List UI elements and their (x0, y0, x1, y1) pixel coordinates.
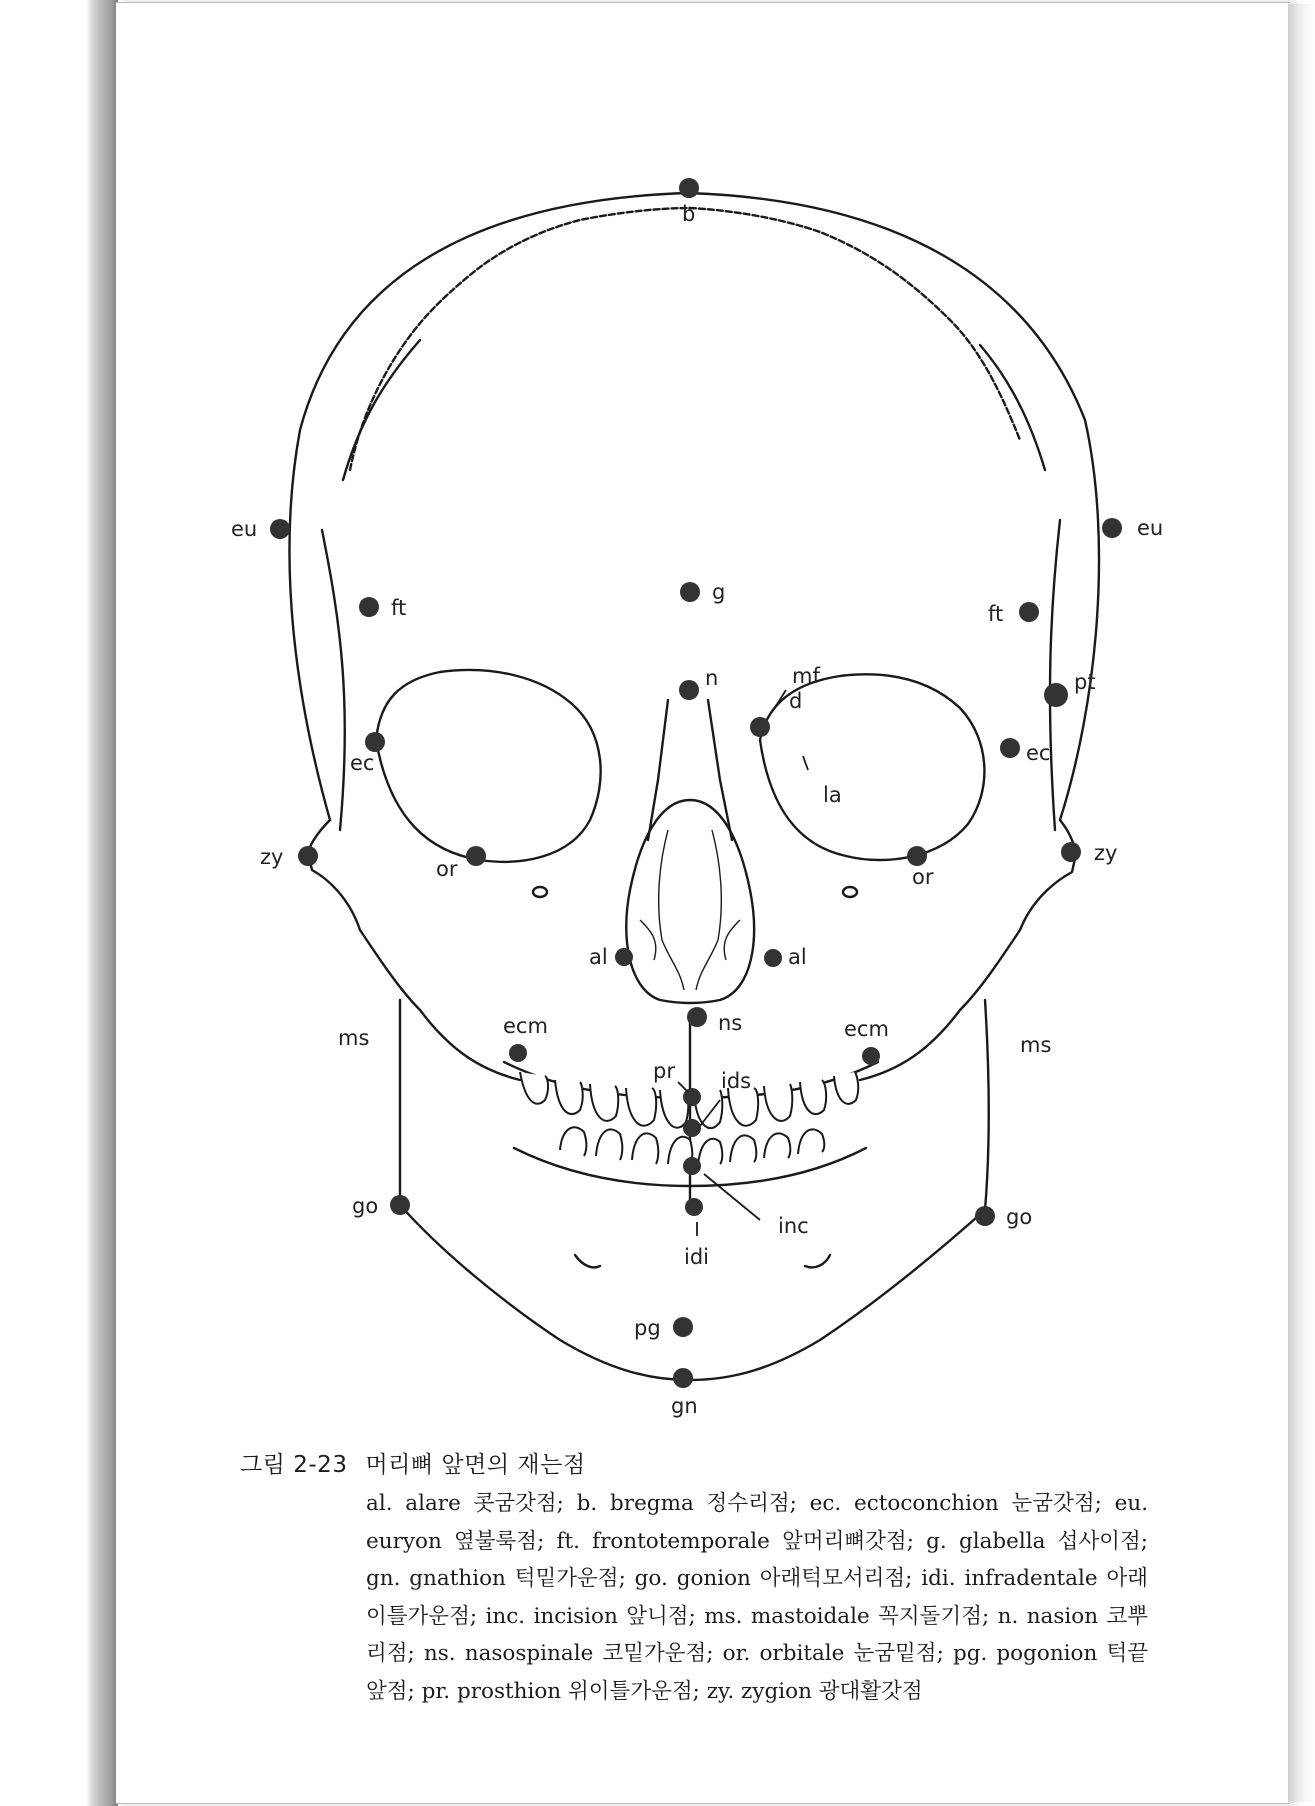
label-zy-left: zy (1094, 841, 1118, 865)
legend-korean: 코밑가운점 (602, 1641, 707, 1666)
legend-term: glabella (958, 1528, 1046, 1554)
legend-korean: 앞니점 (626, 1603, 689, 1629)
legend-term: incision (533, 1603, 618, 1629)
legend-korean: 아래턱모서리점 (759, 1566, 906, 1591)
label-go-left: go (1006, 1205, 1033, 1229)
label-ec-right: ec (350, 751, 375, 775)
figure-legend: al. alare 콧굼갓점; b. bregma 정수리점; ec. ectoconchion 눈굼갓점; eu. euryon 옆불룩점; ft. frontotemporale 앞머리뼈갓점; g. glabella 섭사이점; gn. gnathion 턱밑가운점; go. gonion 아래턱모서리점; idi. infradentale 아래이틀가운점; inc. incision 앞니점; ms. mastoidale 꼭지돌기점; n. nasion 코뿌리점; ns. nasospinale 코밑가운점; or. orbitale 눈굼밑점; pg. pogonion 턱끝앞점; pr. prosthion 위이틀가운점; zy. zygion 광대활갓점 (366, 1491, 1149, 1704)
legend-term: alare (405, 1491, 461, 1516)
landmark-dot-eu-right (270, 519, 290, 539)
legend-entry (422, 1679, 693, 1704)
landmark-dots (270, 178, 1122, 1388)
legend-term: frontotemporale (592, 1528, 770, 1554)
landmark-dot-d (750, 717, 770, 737)
landmark-dot-go-right (390, 1195, 410, 1215)
label-ids: ids (721, 1069, 752, 1093)
label-ft-left: ft (988, 602, 1004, 626)
legend-korean: 턱밑가운점 (514, 1566, 619, 1591)
legend-term: zygion (741, 1678, 812, 1704)
nasal-conchae (640, 830, 740, 990)
landmark-dot-ft-right (359, 597, 379, 617)
landmark-dot-zy-left (1061, 842, 1081, 862)
legend-term: nasion (1026, 1603, 1099, 1629)
legend-korean: 광대활갓점 (818, 1678, 923, 1704)
legend-abbr: ec. (809, 1491, 842, 1516)
landmark-dot-go-left (975, 1206, 995, 1226)
legend-korean: 턱끝앞점 (366, 1641, 1149, 1704)
legend-entry (704, 1604, 982, 1629)
landmark-dot-gn (673, 1368, 693, 1388)
landmark-dot-al-right (615, 948, 633, 966)
legend-term: nasospinale (464, 1641, 594, 1666)
label-gn: gn (671, 1394, 698, 1418)
landmark-dot-ids (683, 1119, 701, 1137)
legend-abbr: pg. (952, 1641, 988, 1666)
label-eu-right: eu (231, 517, 258, 541)
label-inc: inc (778, 1214, 809, 1238)
label-idi: idi (684, 1245, 709, 1269)
legend-term: euryon (366, 1528, 442, 1554)
legend-entry (577, 1491, 790, 1516)
legend-abbr: al. (366, 1491, 393, 1516)
label-or-right: or (436, 857, 458, 881)
landmark-dot-ns (687, 1007, 707, 1027)
legend-korean: 위이틀가운점 (568, 1678, 693, 1704)
legend-abbr: idi. (921, 1566, 956, 1591)
label-la: la (823, 783, 842, 807)
landmark-dot-idi (685, 1198, 703, 1216)
legend-entry (635, 1566, 905, 1591)
legend-entry (926, 1529, 1141, 1554)
label-ecm-right: ecm (503, 1014, 548, 1038)
label-g: g (712, 580, 726, 604)
legend-term: mastoidale (750, 1603, 870, 1629)
legend-term: gnathion (409, 1566, 506, 1591)
legend-abbr: or. (722, 1641, 751, 1666)
landmark-dot-ft-left (1019, 602, 1039, 622)
label-n: n (705, 666, 719, 690)
landmark-dot-n (679, 680, 699, 700)
legend-abbr: n. (997, 1603, 1019, 1629)
legend-term: ectoconchion (854, 1491, 999, 1516)
landmark-dot-ecm-left (862, 1047, 880, 1065)
figure-title-text: 머리뼈 앞면의 재는점 (365, 1452, 586, 1478)
label-ft-right: ft (391, 596, 407, 620)
label-d: d (789, 689, 803, 713)
label-or-left: or (912, 865, 934, 889)
legend-entry (366, 1491, 557, 1516)
legend-abbr: zy. (706, 1678, 735, 1704)
legend-korean: 앞머리뼈갓점 (782, 1528, 907, 1554)
legend-korean: 눈굼갓점 (1011, 1491, 1095, 1516)
legend-abbr: eu. (1114, 1491, 1149, 1516)
landmark-dot-ec-right (365, 732, 385, 752)
legend-entry (366, 1566, 619, 1591)
legend-korean: 눈굼밑점 (853, 1641, 937, 1666)
legend-abbr: ms. (704, 1603, 743, 1629)
landmark-dot-al-left (764, 949, 782, 967)
landmark-dot-inc (683, 1157, 701, 1175)
label-go-right: go (352, 1194, 379, 1218)
legend-korean: 콧굼갓점 (473, 1491, 557, 1516)
label-pg: pg (634, 1316, 661, 1340)
landmark-dot-ec-left (1000, 738, 1020, 758)
label-al-left: al (788, 945, 807, 969)
legend-korean: 코뿌리점 (366, 1603, 1149, 1666)
landmark-dot-pg (673, 1317, 693, 1337)
legend-entry (723, 1641, 937, 1666)
label-ms-left: ms (1020, 1033, 1052, 1057)
label-zy-right: zy (260, 845, 284, 869)
landmark-dot-or-left (907, 846, 927, 866)
legend-entry (810, 1491, 1095, 1516)
landmark-dot-eu-left (1102, 518, 1122, 538)
label-ms-right: ms (338, 1026, 370, 1050)
legend-abbr: pr. (421, 1678, 451, 1704)
legend-term: pogonion (996, 1641, 1098, 1666)
legend-entry (707, 1679, 923, 1704)
legend-abbr: ns. (423, 1641, 456, 1666)
figure-caption (240, 1446, 1160, 1710)
landmark-dot-zy-right (298, 846, 318, 866)
legend-abbr: gn. (366, 1566, 401, 1591)
landmark-dot-or-right (466, 846, 486, 866)
legend-abbr: ft. (556, 1528, 580, 1554)
legend-entry (424, 1641, 706, 1666)
legend-korean: 아래이틀가운점 (366, 1566, 1148, 1629)
landmark-dot-b (679, 178, 699, 198)
label-al-right: al (589, 945, 608, 969)
legend-abbr: b. (576, 1491, 598, 1516)
label-ns: ns (718, 1011, 743, 1035)
legend-korean: 꼭지돌기점 (878, 1603, 982, 1629)
landmark-dot-g (680, 582, 700, 602)
legend-term: gonion (676, 1566, 751, 1591)
legend-korean: 옆불룩점 (453, 1528, 538, 1554)
legend-abbr: go. (634, 1566, 668, 1591)
legend-entry (486, 1604, 689, 1629)
legend-korean: 정수리점 (706, 1491, 790, 1516)
label-pt: pt (1074, 670, 1096, 694)
legend-abbr: g. (926, 1528, 947, 1554)
legend-korean: 섭사이점 (1057, 1528, 1141, 1554)
figure-number: 그림 2-23 (240, 1452, 348, 1478)
label-ecm-left: ecm (844, 1017, 889, 1041)
label-eu-left: eu (1137, 516, 1164, 540)
label-b: b (682, 202, 696, 226)
legend-term: bregma (610, 1491, 694, 1516)
landmark-dot-ecm-right (509, 1044, 527, 1062)
legend-term: prosthion (456, 1678, 562, 1704)
legend-term: orbitale (759, 1641, 845, 1666)
legend-entry (557, 1529, 907, 1554)
landmark-dot-pt (1044, 683, 1068, 707)
label-ec-left: ec (1026, 741, 1051, 765)
legend-abbr: inc. (485, 1603, 526, 1629)
figure-title (240, 1446, 1160, 1479)
label-pr: pr (653, 1059, 675, 1083)
legend-term: infradentale (964, 1566, 1098, 1591)
label-mf: mf (792, 664, 820, 688)
